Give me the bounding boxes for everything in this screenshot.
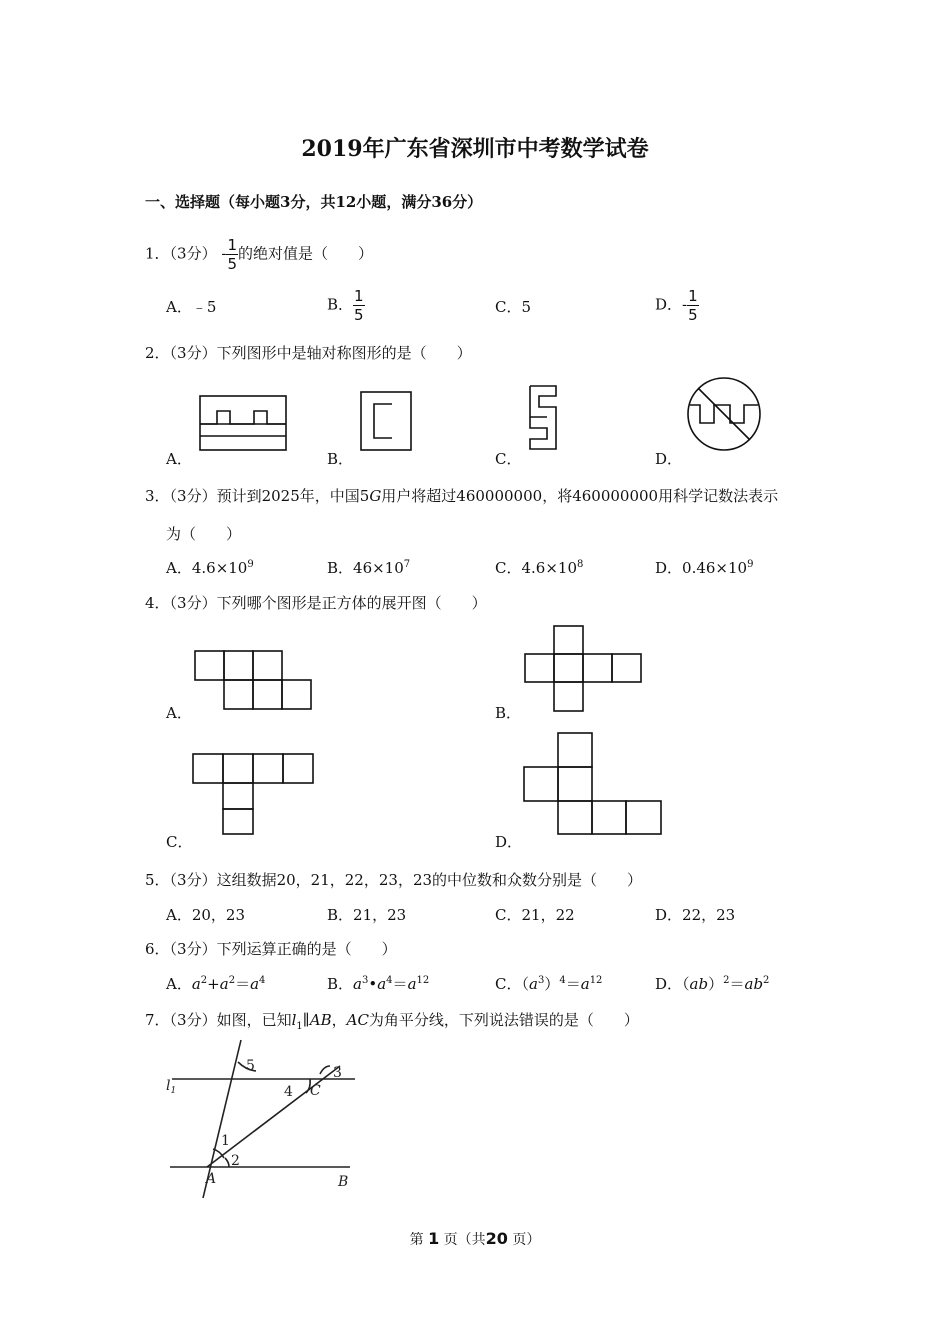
bisector-ac — [207, 1066, 340, 1167]
question-text: 如图，已知 — [216, 1011, 292, 1029]
fraction-numerator: 1 — [354, 287, 364, 305]
operator: ＝ — [392, 975, 408, 993]
option-label: C． — [495, 975, 522, 993]
angle-arc-2 — [225, 1158, 229, 1167]
paren: （ — [682, 975, 690, 993]
option-d[interactable]: D．22，23 — [655, 906, 736, 924]
variable: AB — [309, 1011, 332, 1029]
question-text: 下列哪个图形是正方体的展开图（ ） — [216, 594, 487, 612]
exponent: 3 — [537, 975, 545, 986]
question-number: 5． — [145, 871, 170, 889]
option-a[interactable]: A． — [166, 704, 192, 722]
parallel-symbol: ∥ — [302, 1011, 310, 1029]
variable: a — [529, 975, 538, 993]
minus-sign: - — [221, 244, 227, 263]
option-label: B． — [327, 559, 354, 577]
label-1: 1 — [221, 1133, 230, 1149]
option-label: A． — [166, 298, 192, 316]
option-c[interactable]: C． — [166, 833, 193, 851]
question-number: 2． — [145, 344, 170, 362]
variable: a — [377, 975, 387, 993]
option-b[interactable]: B． — [495, 704, 522, 722]
variable: AC — [346, 1011, 369, 1029]
label-l1 — [166, 1078, 176, 1096]
question-text: 用户将超过460000000，将460000000用科学记数法表示 — [381, 487, 779, 505]
option-label: A． — [166, 975, 192, 993]
exponent: 8 — [577, 559, 584, 570]
question-score: （3分） — [169, 344, 217, 362]
exponent: 2 — [228, 975, 236, 986]
question-text: 这组数据20，21，22，23，23的中位数和众数分别是（ ） — [216, 871, 643, 889]
question-number: 4． — [145, 594, 170, 612]
page-footer — [0, 1229, 950, 1249]
option-label: D． — [655, 559, 683, 577]
exponent: 4 — [559, 975, 566, 986]
question-score: （3分） — [169, 940, 217, 958]
label-4: 4 — [284, 1084, 293, 1100]
option-label: B． — [327, 975, 354, 993]
option-a[interactable]: A． — [166, 450, 192, 468]
variable: l — [291, 1011, 297, 1029]
question-text: 的绝对值是（ ） — [238, 244, 374, 263]
angle-arc-3 — [320, 1066, 330, 1074]
section-heading: 一、选择题（每小题3分，共12小题，满分36分） — [145, 193, 483, 211]
fraction-denominator: 5 — [688, 306, 698, 324]
label-b: B — [338, 1174, 349, 1190]
question-number: 6． — [145, 940, 170, 958]
option-label: D． — [655, 295, 683, 314]
operator: ＝ — [565, 975, 581, 993]
label-5: 5 — [246, 1058, 255, 1074]
fraction-numerator: 1 — [227, 236, 237, 254]
subscript: 1 — [296, 1021, 303, 1032]
label-3: 3 — [333, 1065, 342, 1081]
variable: a — [250, 975, 260, 993]
label-c: C — [310, 1083, 321, 1099]
option-b[interactable]: B．21，23 — [327, 906, 407, 924]
exponent: 2 — [723, 975, 730, 986]
option-label: B． — [327, 295, 354, 314]
operator: ＝ — [235, 975, 251, 993]
exponent: 3 — [361, 975, 369, 986]
option-c[interactable]: C． — [495, 450, 522, 468]
question-text: 为角平分线，下列说法错误的是（ ） — [368, 1011, 639, 1029]
variable: a — [219, 975, 229, 993]
option-label: D． — [655, 975, 683, 993]
paren: ） — [544, 975, 560, 993]
variable: ab — [689, 975, 709, 993]
operator: + — [207, 975, 220, 993]
total-pages: 20 — [485, 1229, 508, 1248]
page-title: 2019年广东省深圳市中考数学试卷 — [301, 136, 649, 162]
option-c[interactable]: C．21，22 — [495, 906, 575, 924]
question-3-line2: 为（ ） — [166, 525, 242, 543]
fraction-denominator: 5 — [354, 306, 364, 324]
option-value: ﹣5 — [191, 298, 217, 316]
question-number: 7． — [145, 1011, 170, 1029]
option-d[interactable]: D． — [495, 833, 523, 851]
option-label: A． — [166, 559, 192, 577]
option-value: 4.6×10 — [521, 559, 577, 577]
question-number: 3． — [145, 487, 170, 505]
question-number: 1． — [145, 244, 170, 263]
question-score: （3分） — [169, 487, 217, 505]
variable: a — [580, 975, 590, 993]
option-value: 5 — [521, 298, 532, 316]
variable: ab — [744, 975, 764, 993]
exponent: 12 — [589, 975, 603, 986]
exponent: 2 — [200, 975, 208, 986]
question-score: （3分） — [169, 1011, 217, 1029]
label-a: A — [206, 1171, 217, 1187]
footer-mid: 页（共 — [443, 1232, 486, 1248]
variable: a — [353, 975, 362, 993]
exponent: 9 — [747, 559, 754, 570]
option-label: C． — [495, 298, 522, 316]
exponent: 2 — [763, 975, 770, 986]
option-value: 0.46×10 — [682, 559, 748, 577]
label-l1-sub: 1 — [170, 1086, 177, 1096]
variable: a — [191, 975, 201, 993]
label-l1-main: l — [166, 1078, 171, 1094]
variable: a — [407, 975, 417, 993]
angle-arc-1 — [213, 1149, 224, 1158]
footer-suffix: 页） — [512, 1232, 541, 1248]
option-value: 4.6×10 — [191, 559, 248, 577]
footer-prefix: 第 — [409, 1232, 424, 1248]
minus-sign: - — [682, 295, 688, 314]
operator: ＝ — [729, 975, 745, 993]
exponent: 4 — [386, 975, 393, 986]
page-number: 1 — [428, 1229, 440, 1248]
option-label: C． — [495, 559, 522, 577]
exponent: 7 — [403, 559, 411, 570]
question-score: （3分） — [169, 244, 217, 263]
question-score: （3分） — [169, 871, 217, 889]
label-2: 2 — [231, 1153, 240, 1169]
separator: ， — [331, 1011, 347, 1029]
exponent: 12 — [416, 975, 430, 986]
question-text: 预计到2025年，中国5 — [216, 487, 370, 505]
operator: • — [368, 975, 378, 993]
option-value: 46×10 — [353, 559, 404, 577]
question-text: 下列图形中是轴对称图形的是（ ） — [216, 344, 472, 362]
fraction-denominator: 5 — [227, 255, 237, 273]
exponent: 4 — [259, 975, 266, 986]
question-text: 下列运算正确的是（ ） — [216, 940, 397, 958]
fraction-numerator: 1 — [688, 287, 698, 305]
option-d[interactable]: D． — [655, 450, 683, 468]
italic-g: G — [369, 487, 382, 505]
exponent: 9 — [247, 559, 254, 570]
paren: （ — [521, 975, 529, 993]
option-b[interactable]: B． — [327, 450, 354, 468]
paren: ） — [708, 975, 724, 993]
option-a[interactable]: A．20，23 — [166, 906, 246, 924]
question-score: （3分） — [169, 594, 217, 612]
